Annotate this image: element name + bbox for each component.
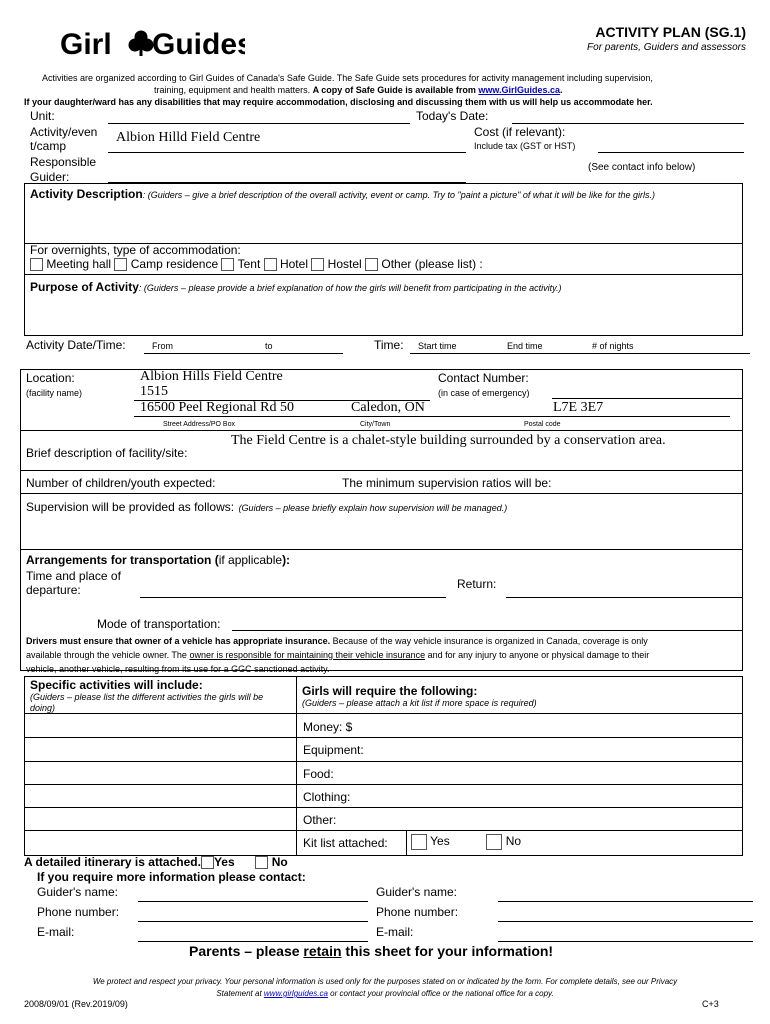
itinerary-yes-label: Yes	[213, 855, 235, 869]
other-label: Other:	[303, 813, 337, 827]
city-town[interactable]: Caledon, ON	[351, 400, 425, 415]
kit-no-label: No	[505, 834, 522, 849]
itinerary-row	[24, 855, 288, 869]
checkbox-camp-residence[interactable]	[114, 258, 127, 271]
girl-guides-logo	[60, 22, 245, 71]
intro-line-2: training, equipment and health matters. A copy of Safe Guide is available from www.GirlGuides.ca.	[154, 85, 563, 95]
intro-safe-guide-note: A copy of Safe Guide is available from	[312, 85, 479, 95]
accommodation-label: For overnights, type of accommodation:	[30, 243, 241, 257]
itinerary-yes-checkbox[interactable]	[201, 856, 214, 869]
guider-name-field-2[interactable]	[498, 901, 753, 902]
kit-list-options	[411, 834, 521, 850]
phone-label-1: Phone number:	[37, 905, 120, 919]
kit-cell-divider	[406, 830, 407, 856]
itinerary-no-label: No	[271, 855, 288, 869]
purpose-hint: : (Guiders – please provide a brief explanation of how the girls will benefit from participating in the activity.)	[138, 283, 562, 293]
table-row-line	[24, 807, 743, 808]
activity-field[interactable]	[108, 152, 466, 153]
date-field[interactable]	[144, 353, 343, 354]
retain-text-1: Parents – please	[189, 943, 304, 959]
equipment-label: Equipment:	[303, 743, 364, 757]
version-label: 2008/09/01 (Rev.2019/09)	[24, 999, 128, 1009]
checkbox-other[interactable]	[365, 258, 378, 271]
supervision-provided-hint: (Guiders – please briefly explain how supervision will be managed.)	[238, 503, 508, 513]
guider-name-label-2: Guider's name:	[376, 885, 457, 899]
itinerary-no-checkbox[interactable]	[255, 856, 268, 869]
option-hotel: Hotel	[279, 257, 308, 271]
privacy-line-2: Statement at	[216, 989, 264, 998]
insurance-line2a: available through the vehicle owner. The	[26, 650, 190, 660]
insurance-bold: Drivers must ensure that owner of a vehicle has appropriate insurance.	[26, 636, 331, 646]
insurance-owner-responsibility: owner is responsible for maintaining their vehicle insurance	[189, 650, 426, 660]
contact-number-label: Contact Number:	[438, 371, 529, 385]
table-row-line	[24, 830, 743, 831]
option-tent: Tent	[237, 257, 261, 271]
option-other: Other (please list) :	[381, 257, 483, 271]
location-number[interactable]: 1515	[140, 384, 168, 399]
purpose-label: Purpose of Activity	[30, 280, 139, 294]
insurance-notice	[26, 634, 738, 676]
girlguides-link[interactable]: www.GirlGuides.ca	[478, 85, 561, 95]
activity-label-line1: Activity/even	[30, 125, 98, 139]
supervision-ratio-label: The minimum supervision ratios will be:	[342, 476, 552, 490]
email-field-1[interactable]	[138, 941, 368, 942]
clothing-label: Clothing:	[303, 790, 351, 804]
retain-text-2: this sheet for your information!	[341, 943, 554, 959]
intro-line-2-text: training, equipment and health matters.	[154, 85, 313, 95]
guider-label	[30, 155, 96, 185]
table-row-line	[24, 713, 743, 714]
specific-activities-hint: (Guiders – please list the different activities the girls will be doing)	[30, 692, 264, 713]
trefoil-icon	[60, 22, 245, 66]
activity-description	[30, 185, 655, 203]
to-caption: to	[265, 341, 273, 351]
contact-note: (See contact info below)	[588, 162, 696, 173]
contact-heading: If you require more information please contact:	[37, 870, 306, 884]
contact-number-field[interactable]	[552, 398, 742, 399]
guider-name-field-1[interactable]	[138, 901, 368, 902]
itinerary-label: A detailed itinerary is attached.	[24, 855, 201, 869]
kit-no-checkbox[interactable]	[486, 834, 502, 850]
facility-name-caption: (facility name)	[26, 388, 83, 398]
departure-label-line1: Time and place of	[26, 569, 121, 583]
transport-heading-end: ):	[282, 553, 291, 567]
insurance-line3: vehicle, another vehicle, resulting from its use for a GGC sanctioned activity.	[26, 664, 330, 674]
transport-if-applicable: if applicable	[218, 553, 283, 567]
svg-text:Girl: Girl	[60, 28, 112, 61]
location-name[interactable]: Albion Hills Field Centre	[140, 369, 283, 384]
start-time-caption: Start time	[418, 341, 457, 351]
insurance-line2b: and for any injury to anyone or physical damage to their	[425, 650, 650, 660]
transport-heading-text: Arrangements for transportation (	[26, 553, 219, 567]
transport-mode-label: Mode of transportation:	[97, 617, 221, 631]
table-column-divider	[296, 676, 297, 856]
privacy-notice	[0, 976, 770, 1000]
checkbox-hostel[interactable]	[311, 258, 324, 271]
activity-label	[30, 125, 97, 153]
privacy-link[interactable]: www.girlguides.ca	[263, 989, 328, 998]
divider	[24, 274, 743, 275]
transport-mode-field[interactable]	[232, 630, 742, 631]
cost-label: Cost (if relevant):	[474, 125, 566, 139]
departure-label-line2: departure:	[26, 583, 81, 597]
todays-date-field[interactable]	[512, 123, 744, 124]
city-caption: City/Town	[360, 421, 391, 428]
email-field-2[interactable]	[498, 941, 753, 942]
tax-note: Include tax (GST or HST)	[474, 141, 576, 151]
girls-require-heading: Girls will require the following:	[302, 684, 478, 698]
email-label-2: E-mail:	[376, 925, 414, 939]
postal-caption: Postal code	[524, 421, 561, 428]
specific-activities-heading: Specific activities will include:	[30, 678, 203, 692]
todays-date-label: Today's Date:	[416, 109, 489, 123]
email-label-1: E-mail:	[37, 925, 75, 939]
unit-label: Unit:	[30, 109, 55, 123]
address-field[interactable]	[134, 416, 730, 417]
description-label: Activity Description	[30, 187, 143, 201]
page-code: C+3	[702, 999, 719, 1009]
option-camp-residence: Camp residence	[130, 257, 219, 271]
guider-name-label-1: Guider's name:	[37, 885, 118, 899]
guider-label-line1: Responsible	[30, 155, 97, 169]
divider	[20, 549, 743, 550]
money-label: Money: $	[303, 720, 353, 734]
food-label: Food:	[303, 767, 334, 781]
street-caption: Street Address/PO Box	[163, 421, 235, 428]
kit-yes-checkbox[interactable]	[411, 834, 427, 850]
checkbox-hotel[interactable]	[264, 258, 277, 271]
cost-field[interactable]	[598, 152, 744, 153]
supervision-provided	[26, 498, 507, 516]
postal-code[interactable]: L7E 3E7	[553, 400, 604, 415]
phone-label-2: Phone number:	[376, 905, 459, 919]
kit-list-label: Kit list attached:	[303, 836, 388, 850]
insurance-line1: Because of the way vehicle insurance is organized in Canada, coverage is only	[330, 636, 648, 646]
departure-label	[26, 569, 121, 597]
guider-label-line2: Guider:	[30, 170, 70, 184]
location-label: Location:	[26, 371, 75, 385]
privacy-line-1: We protect and respect your privacy. Your personal information is used only for the purposes stated on or indicated by the form. For complete details, see our Privacy	[92, 977, 678, 986]
intro-line-1: Activities are organized according to Girl Guides of Canada's Safe Guide. The Safe Guide sets procedures for activity management including supervision,	[42, 73, 653, 83]
activity-label-line2: t/camp	[30, 139, 67, 153]
retain-underlined: retain	[303, 943, 342, 959]
checkbox-tent[interactable]	[221, 258, 234, 271]
emergency-caption: (in case of emergency)	[438, 388, 530, 398]
return-label: Return:	[457, 577, 497, 591]
option-hostel: Hostel	[327, 257, 362, 271]
departure-field[interactable]	[140, 597, 446, 598]
activity-value[interactable]: Albion Hilld Field Centre	[116, 130, 261, 145]
street-address[interactable]: 16500 Peel Regional Rd 50	[140, 400, 294, 415]
supervision-provided-label: Supervision will be provided as follows:	[26, 500, 235, 514]
from-caption: From	[152, 341, 173, 351]
retain-notice	[189, 943, 553, 959]
svg-text:Guides: Guides	[152, 28, 245, 61]
purpose-of-activity	[30, 278, 561, 296]
table-row-line	[24, 737, 743, 738]
facility-description[interactable]: The Field Centre is a chalet-style building surrounded by a conservation area.	[231, 433, 666, 448]
privacy-line-2b: or contact your provincial office or the national office for a copy.	[327, 989, 554, 998]
divider	[20, 470, 743, 471]
girls-require-hint: (Guiders – please attach a kit list if more space is required)	[302, 698, 537, 708]
checkbox-meeting-hall[interactable]	[30, 258, 43, 271]
kit-yes-label: Yes	[430, 834, 450, 849]
form-title: ACTIVITY PLAN (SG.1)	[595, 24, 746, 40]
time-label: Time:	[374, 338, 404, 352]
description-hint: : (Guiders – give a brief description of the overall activity, event or camp. Try to "paint a picture" of what it will be like for the girls.)	[142, 190, 655, 200]
end-time-caption: End time	[507, 341, 543, 351]
phone-field-2[interactable]	[498, 921, 753, 922]
nights-caption: # of nights	[592, 341, 634, 351]
table-row-line	[24, 761, 743, 762]
facility-label: Brief description of facility/site:	[26, 446, 188, 460]
transport-heading	[26, 553, 290, 567]
option-meeting-hall: Meeting hall	[46, 257, 112, 271]
return-field[interactable]	[506, 597, 742, 598]
form-subtitle: For parents, Guiders and assessors	[587, 42, 746, 53]
date-time-label: Activity Date/Time:	[26, 338, 126, 352]
divider	[20, 493, 743, 494]
accommodation-options	[30, 257, 483, 271]
table-row-line	[24, 784, 743, 785]
phone-field-1[interactable]	[138, 921, 368, 922]
intro-line-3: If your daughter/ward has any disabilities that may require accommodation, disclosing and discussing them with us will help us accommodate her.	[24, 97, 653, 107]
children-expected-label: Number of children/youth expected:	[26, 476, 216, 490]
unit-field[interactable]	[108, 123, 410, 124]
time-field[interactable]	[410, 353, 750, 354]
divider	[20, 430, 743, 431]
